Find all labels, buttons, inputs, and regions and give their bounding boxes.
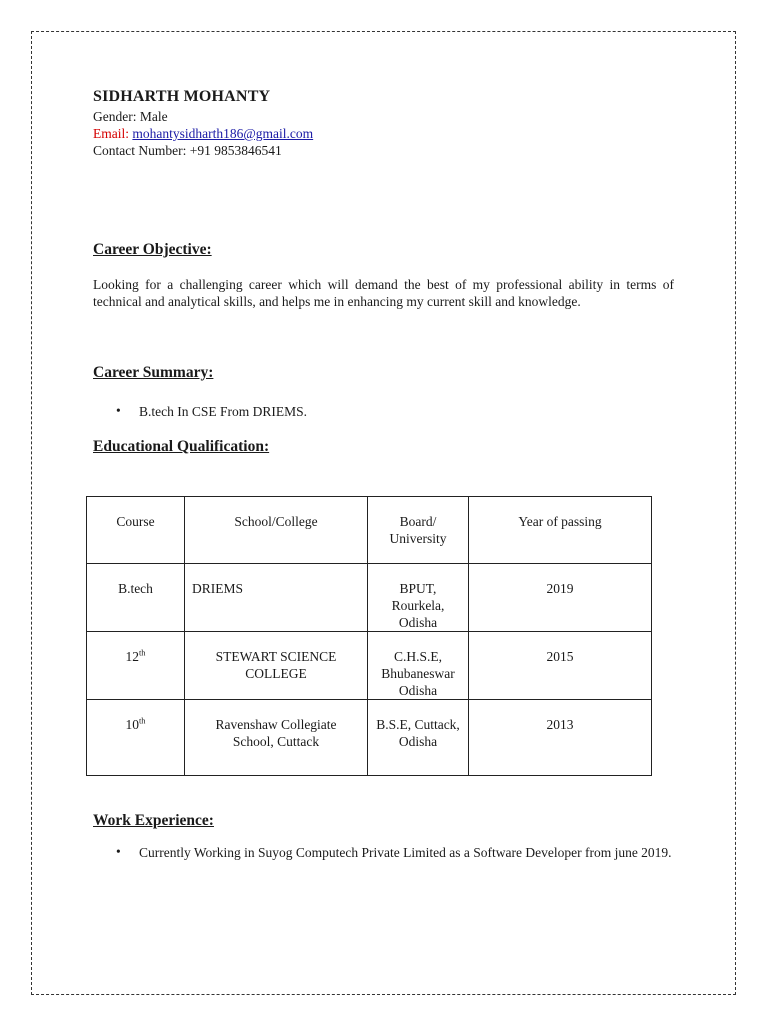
gender-line: Gender: Male — [93, 109, 168, 124]
cell-board: B.S.E, Cuttack, Odisha — [368, 700, 469, 776]
career-objective-heading: Career Objective: — [93, 241, 212, 258]
table-row — [87, 564, 652, 632]
cell-year: 2015 — [469, 632, 652, 700]
table-row — [87, 632, 652, 700]
work-experience-heading: Work Experience: — [93, 812, 214, 829]
column-header-school: School/College — [185, 497, 368, 564]
cell-school: STEWART SCIENCE COLLEGE — [185, 632, 368, 700]
career-objective-text: Looking for a challenging career which will demand the best of my professional ability in terms of technical and analytical skills, and helps me in enhancing my current skill and knowledge. — [93, 277, 674, 309]
cell-course: 12th — [87, 632, 185, 700]
email-label: Email: — [93, 126, 129, 141]
summary-item: B.tech In CSE From DRIEMS. — [139, 404, 308, 419]
cell-board: C.H.S.E, Bhubaneswar Odisha — [368, 632, 469, 700]
cell-year: 2013 — [469, 700, 652, 776]
education-heading: Educational Qualification: — [93, 438, 270, 455]
bullet-icon: • — [116, 844, 121, 859]
contact-line: Contact Number: +91 9853846541 — [93, 143, 282, 158]
email-line — [93, 125, 313, 142]
cell-school: DRIEMS — [185, 564, 368, 632]
column-header-course: Course — [87, 497, 185, 564]
email-link[interactable]: mohantysidharth186@gmail.com — [132, 126, 314, 141]
cell-board: BPUT, Rourkela, Odisha — [368, 564, 469, 632]
cell-course: B.tech — [87, 564, 185, 632]
education-table — [86, 496, 652, 776]
column-header-year: Year of passing — [469, 497, 652, 564]
work-item: Currently Working in Suyog Computech Private Limited as a Software Developer from june 2019. — [139, 845, 672, 860]
cell-school: Ravenshaw Collegiate School, Cuttack — [185, 700, 368, 776]
candidate-name: SIDHARTH MOHANTY — [93, 88, 271, 105]
column-header-board: Board/ University — [368, 497, 469, 564]
table-header-row — [87, 497, 652, 564]
bullet-icon: • — [116, 403, 121, 418]
career-summary-heading: Career Summary: — [93, 364, 214, 381]
cell-course: 10th — [87, 700, 185, 776]
table-row — [87, 700, 652, 776]
cell-year: 2019 — [469, 564, 652, 632]
